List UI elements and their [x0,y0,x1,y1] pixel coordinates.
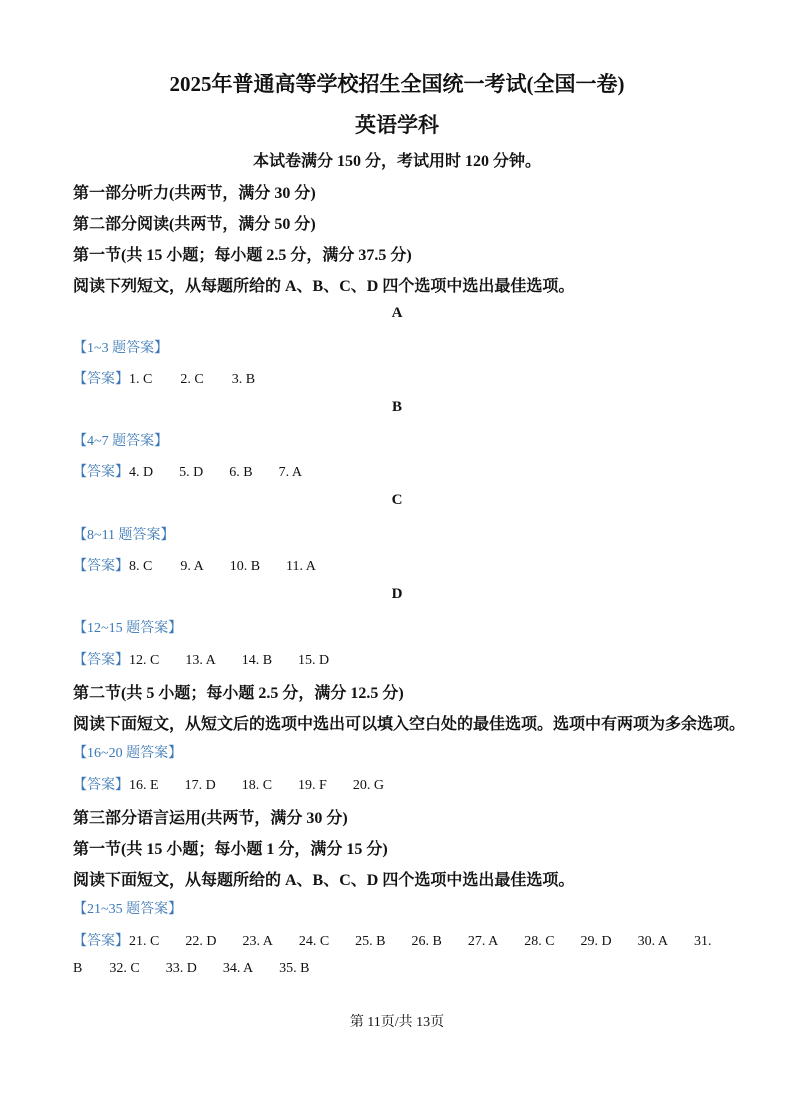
section1-heading: 第一节(共 15 小题；每小题 2.5 分，满分 37.5 分) [73,247,412,264]
passage-letter-c: C [391,492,403,508]
answer-item: 26. B [411,934,442,949]
answer-tag: 【答案】 [73,653,129,668]
answer-item: 1. C [129,372,153,387]
answer-range-21-35: 【21~35 题答案】 [73,902,183,917]
answer-item: 21. C [129,934,160,949]
answer-range-b: 【4~7 题答案】 [73,434,169,449]
answer-item: 29. D [580,934,612,949]
answer-item: 9. A [180,559,204,574]
answer-range-16-20: 【16~20 题答案】 [73,746,183,761]
answer-tag: 【答案】 [73,372,129,387]
answer-item: 15. D [298,653,330,668]
answer-item: 8. C [129,559,153,574]
answer-item: 25. B [355,934,386,949]
answer-item: 6. B [229,465,253,480]
answer-item: 18. C [241,778,273,793]
answer-item: 31. [694,934,712,949]
answer-row-c [73,555,316,575]
answer-item: 5. D [179,465,204,480]
answer-item: 12. C [129,653,160,668]
exam-note: 本试卷满分 150 分，考试用时 120 分钟。 [252,153,541,170]
answer-tag: 【答案】 [73,934,129,949]
answer-range-a: 【1~3 题答案】 [73,341,169,356]
answer-row-21-31 [73,930,712,950]
answer-tag: 【答案】 [73,559,129,574]
part3-heading: 第三部分语言运用(共两节，满分 30 分) [73,810,348,827]
answer-item: 2. C [180,372,204,387]
section2-instruction: 阅读下面短文，从短文后的选项中选出可以填入空白处的最佳选项。选项中有两项为多余选项。 [73,716,746,733]
answer-item: 10. B [229,559,261,574]
answer-row-31-35 [73,961,310,977]
answer-row-d [73,649,329,669]
part1-heading: 第一部分听力(共两节，满分 30 分) [73,185,316,202]
answer-item: 20. G [352,778,384,793]
answer-item: 28. C [524,934,555,949]
part3-section1-heading: 第一节(共 15 小题；每小题 1 分，满分 15 分) [73,841,388,858]
answer-tag: 【答案】 [73,465,129,480]
section2-heading: 第二节(共 5 小题；每小题 2.5 分，满分 12.5 分) [73,685,404,702]
section1-instruction: 阅读下列短文，从每题所给的 A、B、C、D 四个选项中选出最佳选项。 [73,278,575,295]
answer-item: 32. C [109,961,140,976]
page-number: 第 11页/共 13页 [349,1015,445,1030]
answer-row-a [73,368,255,388]
passage-letter-d: D [391,586,403,602]
answer-item: 22. D [185,934,217,949]
part3-section1-instruction: 阅读下面短文，从每题所给的 A、B、C、D 四个选项中选出最佳选项。 [73,872,575,889]
answer-item: 14. B [241,653,273,668]
subject-title: 英语学科 [355,113,439,137]
answer-item: 23. A [242,934,273,949]
answer-item: 34. A [222,961,254,976]
answer-item: 11. A [286,559,316,574]
answer-item: 3. B [231,372,256,387]
answer-item: 17. D [184,778,216,793]
answer-range-d: 【12~15 题答案】 [73,621,183,636]
answer-tag: 【答案】 [73,778,129,793]
answer-item: 13. A [185,653,216,668]
answer-item: B [73,961,83,976]
answer-range-c: 【8~11 题答案】 [73,528,175,543]
passage-letter-b: B [391,399,402,415]
answer-item: 30. A [637,934,668,949]
answer-item: 16. E [129,778,159,793]
passage-letter-a: A [391,305,403,321]
exam-title: 2025年普通高等学校招生全国统一考试(全国一卷) [169,72,625,96]
answer-item: 7. A [278,465,302,480]
answer-row-16-20 [73,774,384,794]
answer-item: 27. A [467,934,499,949]
answer-row-b [73,461,302,481]
answer-item: 24. C [298,934,330,949]
answer-item: 19. F [298,778,327,793]
answer-item: 35. B [279,961,310,976]
answer-item: 4. D [129,465,154,480]
answer-item: 33. D [165,961,197,976]
part2-heading: 第二部分阅读(共两节，满分 50 分) [73,216,316,233]
